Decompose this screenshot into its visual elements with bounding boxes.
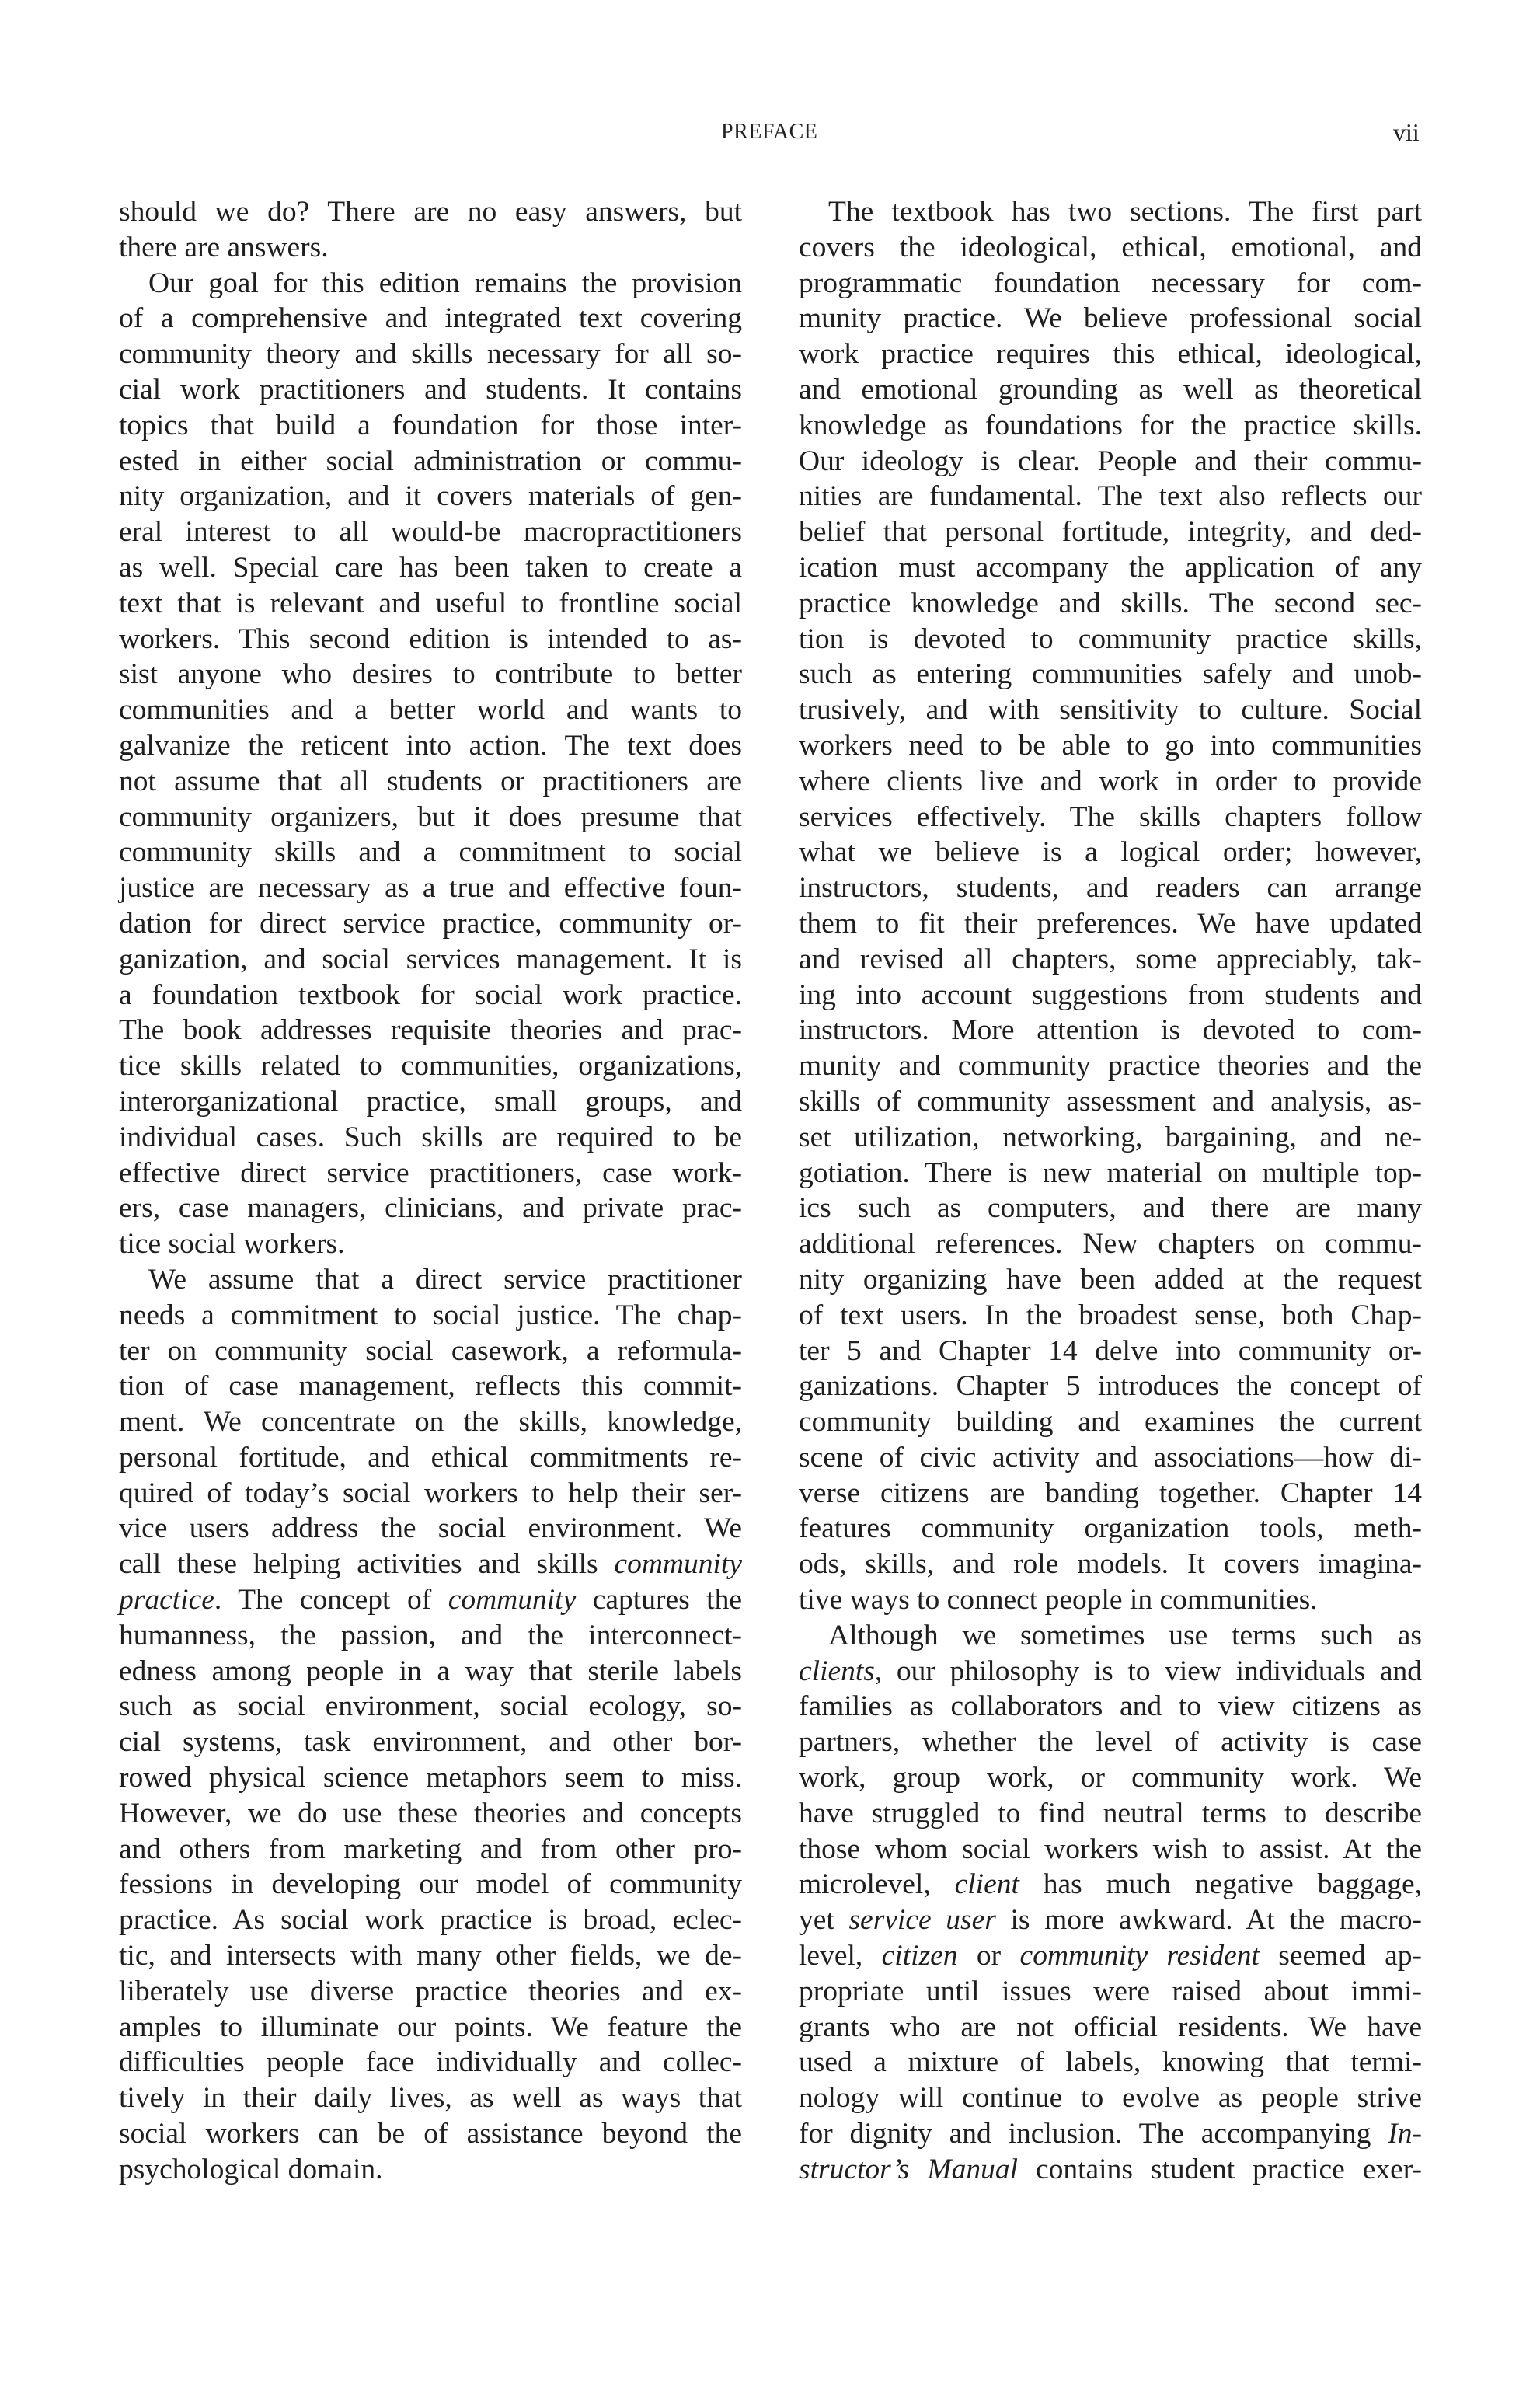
text-line: humanness, the passion, and the interconnect- bbox=[119, 1619, 742, 1651]
text-run: call these helping activities and skills bbox=[119, 1548, 615, 1581]
text-line: workers. This second edition is intended to as- bbox=[119, 623, 742, 655]
italic-term: community bbox=[614, 1548, 742, 1581]
text-line: justice are necessary as a true and effective foun- bbox=[119, 872, 742, 905]
text-line: tice skills related to communities, organizations, bbox=[119, 1050, 742, 1083]
text-line: The textbook has two sections. The first part bbox=[828, 196, 1422, 228]
text-line: cial work practitioners and students. It contains bbox=[119, 373, 742, 406]
text-line: ganization, and social services management. It is bbox=[119, 943, 742, 975]
text-line: there are answers. bbox=[119, 231, 329, 263]
text-line: gotiation. There is new material on multiple top- bbox=[799, 1156, 1422, 1189]
text-line: where clients live and work in order to provide bbox=[799, 765, 1422, 797]
text-line bbox=[799, 1654, 1422, 1690]
text-line: amples to illuminate our points. We feature the bbox=[119, 2011, 742, 2043]
text-run: for dignity and inclusion. The accompanying bbox=[799, 2118, 1388, 2150]
italic-term: service user bbox=[848, 1904, 996, 1937]
text-line bbox=[799, 2116, 1422, 2152]
text-line: munity and community practice theories and the bbox=[799, 1050, 1422, 1083]
text-line: difficulties people face individually and collec- bbox=[119, 2046, 742, 2079]
text-line: community organizers, but it does presume that bbox=[119, 800, 742, 833]
text-line: knowledge as foundations for the practice skills. bbox=[799, 409, 1422, 441]
text-line: belief that personal fortitude, integrity, and ded- bbox=[799, 516, 1422, 549]
text-line: nity organizing have been added at the request bbox=[799, 1263, 1422, 1296]
text-line: scene of civic activity and associations—how di- bbox=[799, 1441, 1422, 1474]
italic-term: practice bbox=[119, 1584, 214, 1617]
text-line: interorganizational practice, small groups, and bbox=[119, 1085, 742, 1118]
text-line: tion of case management, reflects this commit- bbox=[119, 1370, 742, 1403]
text-line: eral interest to all would-be macropractitioners bbox=[119, 516, 742, 549]
italic-term: In- bbox=[1388, 2118, 1422, 2150]
text-run: . The concept of bbox=[214, 1584, 448, 1617]
text-run: , our philosophy is to view individuals and bbox=[874, 1655, 1422, 1687]
text-line: those whom social workers wish to assist. At the bbox=[799, 1833, 1422, 1865]
text-line: galvanize the reticent into action. The text does bbox=[119, 729, 742, 762]
text-run: microlevel, bbox=[799, 1868, 955, 1901]
text-run: level, bbox=[799, 1940, 882, 1972]
running-head bbox=[0, 117, 1540, 148]
text-line: have struggled to find neutral terms to describe bbox=[799, 1797, 1422, 1829]
text-line: nology will continue to evolve as people strive bbox=[799, 2082, 1422, 2115]
text-line: We assume that a direct service practitioner bbox=[148, 1263, 742, 1296]
text-line: tive ways to connect people in communities. bbox=[799, 1584, 1318, 1617]
text-run: is more awkward. At the macro- bbox=[995, 1904, 1422, 1937]
text-line: vice users address the social environment. We bbox=[119, 1512, 742, 1545]
text-line: ter on community social casework, a reformula- bbox=[119, 1334, 742, 1367]
italic-term: community bbox=[448, 1584, 577, 1617]
text-run: yet bbox=[799, 1904, 849, 1937]
text-line: tion is devoted to community practice skills, bbox=[799, 623, 1422, 655]
italic-term: community resident bbox=[1019, 1940, 1260, 1972]
text-line: Although we sometimes use terms such as bbox=[828, 1619, 1422, 1651]
text-line: ested in either social administration or commu- bbox=[119, 445, 742, 477]
text-line: features community organization tools, meth- bbox=[799, 1512, 1422, 1545]
text-line: ers, case managers, clinicians, and private prac- bbox=[119, 1192, 742, 1225]
text-line: sist anyone who desires to contribute to better bbox=[119, 658, 742, 691]
text-line: ication must accompany the application of any bbox=[799, 551, 1422, 584]
text-column-right bbox=[799, 194, 1422, 2188]
text-line: propriate until issues were raised about immi- bbox=[799, 1975, 1422, 2007]
text-run: captures the bbox=[576, 1584, 742, 1617]
text-line: as well. Special care has been taken to create a bbox=[119, 551, 742, 584]
text-line: ics such as computers, and there are many bbox=[799, 1192, 1422, 1225]
italic-term: client bbox=[954, 1868, 1019, 1901]
text-line: communities and a better world and wants to bbox=[119, 694, 742, 727]
text-line: and others from marketing and from other pro- bbox=[119, 1833, 742, 1865]
text-line: instructors, students, and readers can arrange bbox=[799, 872, 1422, 905]
text-line bbox=[119, 1547, 742, 1582]
text-run: seemed ap- bbox=[1259, 1940, 1422, 1972]
text-line: ods, skills, and role models. It covers imagina- bbox=[799, 1548, 1422, 1581]
text-line: personal fortitude, and ethical commitments re- bbox=[119, 1441, 742, 1474]
text-line: community building and examines the current bbox=[799, 1406, 1422, 1439]
text-line: and revised all chapters, some appreciably, tak- bbox=[799, 943, 1422, 975]
text-run: contains student practice exer- bbox=[1018, 2153, 1423, 2185]
text-line: services effectively. The skills chapters follow bbox=[799, 800, 1422, 833]
text-line: ment. We concentrate on the skills, knowledge, bbox=[119, 1406, 742, 1439]
text-line: used a mixture of labels, knowing that termi- bbox=[799, 2046, 1422, 2079]
text-run: or bbox=[957, 1940, 1020, 1972]
text-line: dation for direct service practice, community or- bbox=[119, 907, 742, 940]
text-line: psychological domain. bbox=[119, 2153, 383, 2185]
text-line: what we believe is a logical order; however, bbox=[799, 836, 1422, 869]
text-line: of a comprehensive and integrated text covering bbox=[119, 302, 742, 335]
text-line: additional references. New chapters on commu- bbox=[799, 1228, 1422, 1261]
text-line: quired of today’s social workers to help their ser- bbox=[119, 1477, 742, 1509]
page-number: vii bbox=[1393, 118, 1420, 146]
text-line: work practice requires this ethical, ideological, bbox=[799, 338, 1422, 371]
text-line: ing into account suggestions from students and bbox=[799, 978, 1422, 1011]
text-line: tice social workers. bbox=[119, 1228, 345, 1261]
text-line: and emotional grounding as well as theoretical bbox=[799, 373, 1422, 406]
text-line: community skills and a commitment to social bbox=[119, 836, 742, 869]
text-line: workers need to be able to go into communities bbox=[799, 729, 1422, 762]
text-line bbox=[799, 1938, 1422, 1974]
text-line: effective direct service practitioners, case work- bbox=[119, 1156, 742, 1189]
text-line: should we do? There are no easy answers, but bbox=[119, 196, 742, 228]
text-line: needs a commitment to social justice. The chap- bbox=[119, 1299, 742, 1331]
text-line: instructors. More attention is devoted to com- bbox=[799, 1014, 1422, 1047]
text-line: partners, whether the level of activity is case bbox=[799, 1726, 1422, 1759]
text-line: them to fit their preferences. We have updated bbox=[799, 907, 1422, 940]
text-line: set utilization, networking, bargaining, and ne- bbox=[799, 1121, 1422, 1153]
text-line: topics that build a foundation for those inter- bbox=[119, 409, 742, 441]
text-line: However, we do use these theories and concepts bbox=[119, 1797, 742, 1829]
text-line: verse citizens are banding together. Chapter 14 bbox=[799, 1477, 1422, 1509]
text-line: not assume that all students or practitioners are bbox=[119, 765, 742, 797]
text-line: skills of community assessment and analysis, as- bbox=[799, 1085, 1422, 1118]
text-line: tic, and intersects with many other fields, we de- bbox=[119, 1940, 742, 1972]
running-head-title: PREFACE bbox=[721, 120, 818, 144]
text-line bbox=[119, 1582, 742, 1618]
italic-term: clients bbox=[799, 1655, 875, 1687]
text-line: ter 5 and Chapter 14 delve into community or- bbox=[799, 1334, 1422, 1367]
text-line: cial systems, task environment, and other bor- bbox=[119, 1726, 742, 1759]
text-line: covers the ideological, ethical, emotional, and bbox=[799, 231, 1422, 263]
text-line: work, group work, or community work. We bbox=[799, 1762, 1422, 1794]
text-line: nities are fundamental. The text also reflects our bbox=[799, 480, 1422, 513]
text-line bbox=[799, 1903, 1422, 1938]
text-line: programmatic foundation necessary for com- bbox=[799, 267, 1422, 299]
text-line: Our goal for this edition remains the provision bbox=[148, 267, 742, 299]
text-line: such as social environment, social ecology, so- bbox=[119, 1690, 742, 1723]
text-column-left bbox=[119, 194, 742, 2188]
text-line: edness among people in a way that sterile labels bbox=[119, 1655, 742, 1687]
text-line: individual cases. Such skills are required to be bbox=[119, 1121, 742, 1153]
italic-term: structor’s Manual bbox=[799, 2153, 1019, 2185]
text-line: Our ideology is clear. People and their commu- bbox=[799, 445, 1422, 477]
text-line: ganizations. Chapter 5 introduces the concept of bbox=[799, 1370, 1422, 1403]
text-run: has much negative baggage, bbox=[1019, 1868, 1422, 1901]
text-line: rowed physical science metaphors seem to miss. bbox=[119, 1762, 742, 1794]
text-line: social workers can be of assistance beyond the bbox=[119, 2118, 742, 2150]
text-line: community theory and skills necessary for all so- bbox=[119, 338, 742, 371]
italic-term: citizen bbox=[881, 1940, 958, 1972]
text-line: text that is relevant and useful to frontline social bbox=[119, 587, 742, 619]
text-line: liberately use diverse practice theories and ex- bbox=[119, 1975, 742, 2007]
text-line: The book addresses requisite theories and prac- bbox=[119, 1014, 742, 1047]
text-line: fessions in developing our model of community bbox=[119, 1868, 742, 1901]
text-line: practice knowledge and skills. The second sec- bbox=[799, 587, 1422, 619]
text-line: a foundation textbook for social work practice. bbox=[119, 978, 742, 1011]
text-line: such as entering communities safely and unob- bbox=[799, 658, 1422, 691]
text-line bbox=[799, 1867, 1422, 1903]
text-line: practice. As social work practice is broad, eclec- bbox=[119, 1904, 742, 1937]
text-line: tively in their daily lives, as well as ways that bbox=[119, 2082, 742, 2115]
text-line: trusively, and with sensitivity to culture. Social bbox=[799, 694, 1422, 727]
text-line bbox=[799, 2152, 1422, 2188]
text-line: families as collaborators and to view citizens as bbox=[799, 1690, 1422, 1723]
text-line: grants who are not official residents. We have bbox=[799, 2011, 1422, 2043]
text-line: of text users. In the broadest sense, both Chap- bbox=[799, 1299, 1422, 1331]
text-line: nity organization, and it covers materials of gen- bbox=[119, 480, 742, 513]
text-line: munity practice. We believe professional social bbox=[799, 302, 1422, 335]
